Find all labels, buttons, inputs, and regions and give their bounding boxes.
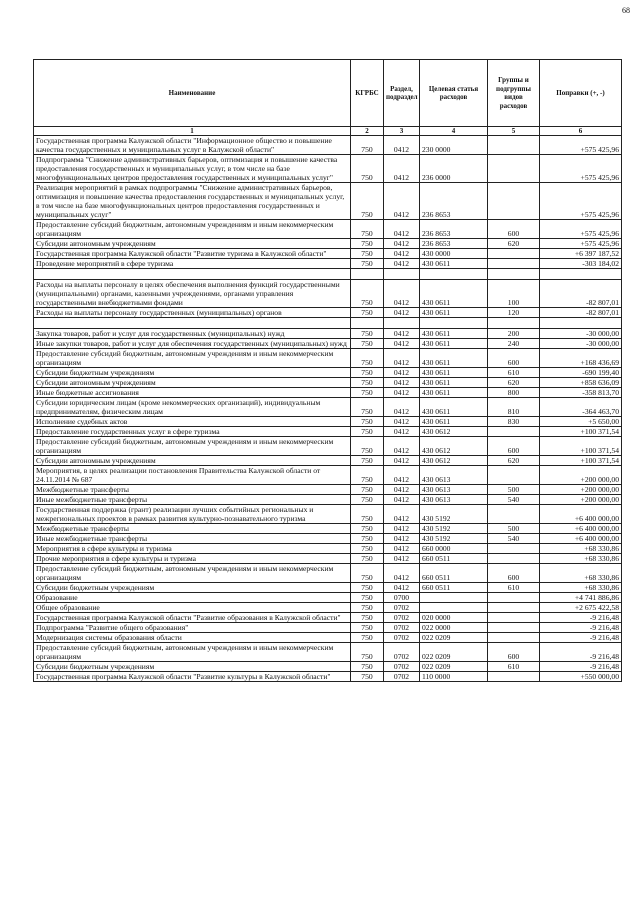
row-kgrbs: 750 xyxy=(351,388,384,398)
row-amendment: +6 400 000,00 xyxy=(540,505,622,524)
row-kgrbs: 750 xyxy=(351,368,384,378)
row-kgrbs: 750 xyxy=(351,603,384,613)
row-amendment: +575 425,96 xyxy=(540,136,622,155)
row-amendment: +68 330,86 xyxy=(540,554,622,564)
row-amendment: -82 807,01 xyxy=(540,308,622,318)
header-section: Раздел, подраздел xyxy=(384,60,420,127)
row-kgrbs: 750 xyxy=(351,378,384,388)
row-target-article: 660 0000 xyxy=(420,544,488,554)
row-kgrbs: 750 xyxy=(351,249,384,259)
row-kgrbs xyxy=(351,269,384,280)
row-name: Предоставление субсидий бюджетным, автономным учреждениям и иным некоммерческим организациям xyxy=(34,643,351,662)
table-row xyxy=(34,136,622,155)
table-row xyxy=(34,495,622,505)
row-section: 0412 xyxy=(384,564,420,583)
row-kgrbs: 750 xyxy=(351,544,384,554)
table-row xyxy=(34,505,622,524)
row-name: Государственная поддержка (грант) реализации лучших событийных региональных и межрегиональных проектов в рамках развития культурно-познавательного туризма xyxy=(34,505,351,524)
row-target-article xyxy=(420,593,488,603)
row-name: Расходы на выплаты персоналу в целях обеспечения выполнения функций государственными (муниципальными) органами, казенными учреждениями, органами управления государственными внебюджетными фондами xyxy=(34,280,351,308)
row-kgrbs: 750 xyxy=(351,329,384,339)
row-kgrbs: 750 xyxy=(351,495,384,505)
row-section: 0412 xyxy=(384,524,420,534)
row-section: 0412 xyxy=(384,485,420,495)
table-row xyxy=(34,437,622,456)
table-row xyxy=(34,544,622,554)
row-name: Субсидии автономным учреждениям xyxy=(34,456,351,466)
row-name: Модернизация системы образования области xyxy=(34,633,351,643)
row-target-article: 110 0000 xyxy=(420,672,488,682)
row-kgrbs: 750 xyxy=(351,564,384,583)
row-name: Исполнение судебных актов xyxy=(34,417,351,427)
row-expense-group: 100 xyxy=(488,280,540,308)
table-row xyxy=(34,672,622,682)
row-name: Государственная программа Калужской области "Развитие образования в Калужской области" xyxy=(34,613,351,623)
row-amendment: +100 371,54 xyxy=(540,427,622,437)
row-kgrbs: 750 xyxy=(351,613,384,623)
row-name: Субсидии автономным учреждениям xyxy=(34,239,351,249)
table-row xyxy=(34,427,622,437)
row-section: 0412 xyxy=(384,437,420,456)
row-target-article: 430 0612 xyxy=(420,456,488,466)
table-row xyxy=(34,183,622,220)
row-target-article: 430 0612 xyxy=(420,437,488,456)
row-section: 0412 xyxy=(384,378,420,388)
row-target-article: 660 0511 xyxy=(420,564,488,583)
table-row xyxy=(34,613,622,623)
row-section xyxy=(384,269,420,280)
table-row xyxy=(34,623,622,633)
row-expense-group: 540 xyxy=(488,495,540,505)
table-row xyxy=(34,259,622,269)
row-expense-group xyxy=(488,633,540,643)
row-amendment: +575 425,96 xyxy=(540,155,622,183)
row-name: Закупка товаров, работ и услуг для государственных (муниципальных) нужд xyxy=(34,329,351,339)
row-expense-group: 620 xyxy=(488,239,540,249)
row-name: Субсидии юридическим лицам (кроме некоммерческих организаций), индивидуальным предпринимателям, физическим лицам xyxy=(34,398,351,417)
row-kgrbs: 750 xyxy=(351,427,384,437)
row-expense-group: 600 xyxy=(488,349,540,368)
header-name: Наименование xyxy=(34,60,351,127)
row-amendment: +100 371,54 xyxy=(540,456,622,466)
table-row xyxy=(34,485,622,495)
table-row xyxy=(34,220,622,239)
table-row xyxy=(34,329,622,339)
col-number: 3 xyxy=(384,127,420,136)
row-kgrbs: 750 xyxy=(351,623,384,633)
row-expense-group xyxy=(488,427,540,437)
row-name: Проведение мероприятий в сфере туризма xyxy=(34,259,351,269)
row-target-article: 236 8653 xyxy=(420,239,488,249)
row-expense-group: 120 xyxy=(488,308,540,318)
row-expense-group xyxy=(488,259,540,269)
row-expense-group xyxy=(488,136,540,155)
row-section: 0702 xyxy=(384,662,420,672)
row-target-article: 660 0511 xyxy=(420,554,488,564)
row-name: Образование xyxy=(34,593,351,603)
row-target-article: 430 0613 xyxy=(420,485,488,495)
row-kgrbs: 750 xyxy=(351,349,384,368)
table-row xyxy=(34,466,622,485)
row-target-article: 022 0000 xyxy=(420,623,488,633)
table-row xyxy=(34,417,622,427)
row-section: 0412 xyxy=(384,534,420,544)
row-section: 0412 xyxy=(384,155,420,183)
row-name: Подпрограмма "Развитие общего образования" xyxy=(34,623,351,633)
row-expense-group: 810 xyxy=(488,398,540,417)
row-kgrbs: 750 xyxy=(351,593,384,603)
row-name: Субсидии бюджетным учреждениям xyxy=(34,368,351,378)
table-row xyxy=(34,456,622,466)
row-target-article: 430 0613 xyxy=(420,466,488,485)
row-amendment: +200 000,00 xyxy=(540,485,622,495)
row-section: 0702 xyxy=(384,623,420,633)
row-target-article: 236 8653 xyxy=(420,220,488,239)
table-row xyxy=(34,583,622,593)
row-name: Иные закупки товаров, работ и услуг для обеспечения государственных (муниципальных) нужд xyxy=(34,339,351,349)
row-expense-group xyxy=(488,554,540,564)
row-name: Предоставление государственных услуг в сфере туризма xyxy=(34,427,351,437)
row-section: 0412 xyxy=(384,308,420,318)
row-amendment: +200 000,00 xyxy=(540,495,622,505)
row-target-article: 430 0611 xyxy=(420,388,488,398)
row-target-article: 430 0612 xyxy=(420,427,488,437)
row-expense-group: 620 xyxy=(488,456,540,466)
row-amendment xyxy=(540,269,622,280)
row-target-article: 430 0611 xyxy=(420,378,488,388)
row-expense-group: 600 xyxy=(488,220,540,239)
row-section: 0412 xyxy=(384,239,420,249)
row-expense-group: 600 xyxy=(488,564,540,583)
row-kgrbs: 750 xyxy=(351,505,384,524)
row-expense-group xyxy=(488,603,540,613)
row-kgrbs: 750 xyxy=(351,583,384,593)
row-name: Государственная программа Калужской области "Информационное общество и повышение качества государственных и муниципальных услуг в Калужской области" xyxy=(34,136,351,155)
row-section: 0412 xyxy=(384,136,420,155)
row-name: Иные межбюджетные трансферты xyxy=(34,495,351,505)
row-expense-group: 600 xyxy=(488,643,540,662)
row-kgrbs: 750 xyxy=(351,633,384,643)
row-target-article: 022 0209 xyxy=(420,662,488,672)
row-expense-group: 500 xyxy=(488,524,540,534)
row-section: 0412 xyxy=(384,398,420,417)
table-body xyxy=(34,136,622,682)
row-section: 0412 xyxy=(384,427,420,437)
row-expense-group xyxy=(488,613,540,623)
row-name: Прочие мероприятия в сфере культуры и туризма xyxy=(34,554,351,564)
row-amendment: +168 436,69 xyxy=(540,349,622,368)
table-row xyxy=(34,662,622,672)
row-name: Субсидии автономным учреждениям xyxy=(34,378,351,388)
row-expense-group xyxy=(488,623,540,633)
row-expense-group xyxy=(488,593,540,603)
table-row xyxy=(34,339,622,349)
col-number: 4 xyxy=(420,127,488,136)
row-section: 0412 xyxy=(384,259,420,269)
row-name: Предоставление субсидий бюджетным, автономным учреждениям и иным некоммерческим организациям xyxy=(34,349,351,368)
row-section: 0412 xyxy=(384,544,420,554)
row-kgrbs: 750 xyxy=(351,672,384,682)
table-row xyxy=(34,280,622,308)
row-section: 0702 xyxy=(384,643,420,662)
row-target-article: 430 0611 xyxy=(420,329,488,339)
row-target-article xyxy=(420,269,488,280)
row-section: 0702 xyxy=(384,613,420,623)
row-expense-group: 200 xyxy=(488,329,540,339)
row-section: 0702 xyxy=(384,672,420,682)
row-target-article: 430 0611 xyxy=(420,308,488,318)
row-name: Расходы на выплаты персоналу государственных (муниципальных) органов xyxy=(34,308,351,318)
header-kgrbs: КГРБС xyxy=(351,60,384,127)
row-name xyxy=(34,269,351,280)
row-kgrbs: 750 xyxy=(351,466,384,485)
row-target-article: 430 0000 xyxy=(420,249,488,259)
row-kgrbs: 750 xyxy=(351,239,384,249)
row-target-article: 660 0511 xyxy=(420,583,488,593)
row-target-article: 430 0611 xyxy=(420,398,488,417)
row-amendment: -9 216,48 xyxy=(540,633,622,643)
table-row xyxy=(34,554,622,564)
row-kgrbs: 750 xyxy=(351,339,384,349)
row-kgrbs: 750 xyxy=(351,662,384,672)
row-section: 0702 xyxy=(384,603,420,613)
row-amendment: -358 813,70 xyxy=(540,388,622,398)
row-name: Предоставление субсидий бюджетным, автономным учреждениям и иным некоммерческим организациям xyxy=(34,564,351,583)
row-name: Мероприятия в сфере культуры и туризма xyxy=(34,544,351,554)
row-amendment: -9 216,48 xyxy=(540,623,622,633)
row-name: Государственная программа Калужской области "Развитие культуры в Калужской области" xyxy=(34,672,351,682)
row-expense-group xyxy=(488,249,540,259)
row-amendment: +4 741 886,86 xyxy=(540,593,622,603)
row-kgrbs xyxy=(351,318,384,329)
row-amendment: -82 807,01 xyxy=(540,280,622,308)
row-kgrbs: 750 xyxy=(351,534,384,544)
row-name: Иные бюджетные ассигнования xyxy=(34,388,351,398)
row-name: Межбюджетные трансферты xyxy=(34,485,351,495)
row-section: 0702 xyxy=(384,633,420,643)
row-section: 0412 xyxy=(384,349,420,368)
col-number: 2 xyxy=(351,127,384,136)
table-row xyxy=(34,524,622,534)
row-kgrbs: 750 xyxy=(351,437,384,456)
row-amendment: +6 400 000,00 xyxy=(540,524,622,534)
row-target-article: 236 8653 xyxy=(420,183,488,220)
budget-amendments-table xyxy=(33,59,622,682)
row-name: Субсидии бюджетным учреждениям xyxy=(34,662,351,672)
row-target-article: 430 0611 xyxy=(420,417,488,427)
row-expense-group xyxy=(488,505,540,524)
table-row xyxy=(34,239,622,249)
row-target-article: 430 0613 xyxy=(420,495,488,505)
row-section: 0412 xyxy=(384,388,420,398)
row-section: 0412 xyxy=(384,505,420,524)
page-number: 68 xyxy=(622,6,630,15)
row-target-article: 430 5192 xyxy=(420,534,488,544)
row-section: 0412 xyxy=(384,368,420,378)
row-name: Субсидии бюджетным учреждениям xyxy=(34,583,351,593)
row-expense-group: 800 xyxy=(488,388,540,398)
table-row xyxy=(34,398,622,417)
row-amendment xyxy=(540,318,622,329)
row-amendment: -9 216,48 xyxy=(540,662,622,672)
row-amendment: +100 371,54 xyxy=(540,437,622,456)
row-expense-group: 620 xyxy=(488,378,540,388)
row-target-article: 430 0611 xyxy=(420,259,488,269)
row-target-article: 430 0611 xyxy=(420,349,488,368)
col-number: 5 xyxy=(488,127,540,136)
row-name xyxy=(34,318,351,329)
table-row xyxy=(34,643,622,662)
row-kgrbs: 750 xyxy=(351,136,384,155)
row-amendment: -30 000,00 xyxy=(540,339,622,349)
row-kgrbs: 750 xyxy=(351,308,384,318)
row-target-article: 430 0611 xyxy=(420,368,488,378)
row-amendment: -30 000,00 xyxy=(540,329,622,339)
table-row xyxy=(34,349,622,368)
row-target-article: 022 0209 xyxy=(420,643,488,662)
table-row xyxy=(34,378,622,388)
row-section: 0412 xyxy=(384,417,420,427)
row-amendment: +68 330,86 xyxy=(540,583,622,593)
row-amendment: +550 000,00 xyxy=(540,672,622,682)
table-row xyxy=(34,318,622,329)
col-number: 6 xyxy=(540,127,622,136)
table-row xyxy=(34,269,622,280)
row-expense-group: 610 xyxy=(488,662,540,672)
row-section: 0412 xyxy=(384,456,420,466)
row-name: Предоставление субсидий бюджетным, автономным учреждениям и иным некоммерческим организациям xyxy=(34,437,351,456)
row-name: Иные межбюджетные трансферты xyxy=(34,534,351,544)
row-expense-group xyxy=(488,269,540,280)
row-section xyxy=(384,318,420,329)
header-amendments: Поправки (+, -) xyxy=(540,60,622,127)
row-amendment: -364 463,70 xyxy=(540,398,622,417)
row-kgrbs: 750 xyxy=(351,524,384,534)
row-section: 0700 xyxy=(384,593,420,603)
row-kgrbs: 750 xyxy=(351,485,384,495)
row-expense-group xyxy=(488,183,540,220)
row-section: 0412 xyxy=(384,554,420,564)
row-section: 0412 xyxy=(384,329,420,339)
table-row xyxy=(34,534,622,544)
row-amendment: +858 636,09 xyxy=(540,378,622,388)
table-row xyxy=(34,388,622,398)
row-kgrbs: 750 xyxy=(351,456,384,466)
row-kgrbs: 750 xyxy=(351,259,384,269)
table-row xyxy=(34,308,622,318)
row-name: Межбюджетные трансферты xyxy=(34,524,351,534)
row-section: 0412 xyxy=(384,583,420,593)
row-name: Реализация мероприятий в рамках подпрограммы "Снижение административных барьеров, оптимизация и повышение качества предоставления государственных и муниципальных услуг, в том числе на базе многофункциональных центров предоставления государственных и муниципальных услуг" xyxy=(34,183,351,220)
table-row xyxy=(34,564,622,583)
row-amendment: -690 199,40 xyxy=(540,368,622,378)
row-expense-group: 500 xyxy=(488,485,540,495)
row-amendment: +6 400 000,00 xyxy=(540,534,622,544)
row-target-article: 430 5192 xyxy=(420,524,488,534)
row-section: 0412 xyxy=(384,495,420,505)
row-kgrbs: 750 xyxy=(351,155,384,183)
row-expense-group: 610 xyxy=(488,368,540,378)
row-target-article: 230 0000 xyxy=(420,136,488,155)
row-expense-group xyxy=(488,466,540,485)
row-target-article: 020 0000 xyxy=(420,613,488,623)
table-row xyxy=(34,593,622,603)
row-expense-group xyxy=(488,672,540,682)
row-section: 0412 xyxy=(384,183,420,220)
row-expense-group: 540 xyxy=(488,534,540,544)
row-amendment: -9 216,48 xyxy=(540,613,622,623)
row-expense-group xyxy=(488,155,540,183)
row-amendment: +2 675 422,58 xyxy=(540,603,622,613)
row-kgrbs: 750 xyxy=(351,417,384,427)
row-amendment: +68 330,86 xyxy=(540,564,622,583)
row-section: 0412 xyxy=(384,339,420,349)
row-expense-group: 600 xyxy=(488,437,540,456)
header-target-article: Целевая статья расходов xyxy=(420,60,488,127)
table-row xyxy=(34,603,622,613)
row-kgrbs: 750 xyxy=(351,280,384,308)
row-amendment: +6 397 187,52 xyxy=(540,249,622,259)
row-name: Предоставление субсидий бюджетным, автономным учреждениям и иным некоммерческим организациям xyxy=(34,220,351,239)
row-kgrbs: 750 xyxy=(351,643,384,662)
row-amendment: +200 000,00 xyxy=(540,466,622,485)
row-target-article xyxy=(420,318,488,329)
row-target-article: 022 0209 xyxy=(420,633,488,643)
row-expense-group xyxy=(488,318,540,329)
row-kgrbs: 750 xyxy=(351,398,384,417)
row-expense-group: 830 xyxy=(488,417,540,427)
row-name: Подпрограмма "Снижение административных барьеров, оптимизация и повышение качества предоставления государственных и муниципальных услуг, в том числе на базе многофункциональных центров предоставления государственных и муниципальных услуг" xyxy=(34,155,351,183)
row-name: Государственная программа Калужской области "Развитие туризма в Калужской области" xyxy=(34,249,351,259)
row-amendment: -303 184,02 xyxy=(540,259,622,269)
row-expense-group xyxy=(488,544,540,554)
row-name: Общее образование xyxy=(34,603,351,613)
row-name: Мероприятия, в целях реализации постановления Правительства Калужской области от 24.11.2014 № 687 xyxy=(34,466,351,485)
row-amendment: -9 216,48 xyxy=(540,643,622,662)
row-amendment: +575 425,96 xyxy=(540,220,622,239)
table-header-row xyxy=(34,60,622,127)
row-amendment: +5 650,00 xyxy=(540,417,622,427)
table-row xyxy=(34,249,622,259)
row-amendment: +68 330,86 xyxy=(540,544,622,554)
row-expense-group: 240 xyxy=(488,339,540,349)
row-target-article: 430 5192 xyxy=(420,505,488,524)
row-section: 0412 xyxy=(384,220,420,239)
row-target-article: 430 0611 xyxy=(420,339,488,349)
row-kgrbs: 750 xyxy=(351,220,384,239)
row-amendment: +575 425,96 xyxy=(540,239,622,249)
table-row xyxy=(34,368,622,378)
row-section: 0412 xyxy=(384,280,420,308)
row-kgrbs: 750 xyxy=(351,183,384,220)
table-row xyxy=(34,633,622,643)
row-target-article: 236 0000 xyxy=(420,155,488,183)
row-expense-group: 610 xyxy=(488,583,540,593)
table-row xyxy=(34,155,622,183)
row-section: 0412 xyxy=(384,466,420,485)
row-target-article xyxy=(420,603,488,613)
row-amendment: +575 425,96 xyxy=(540,183,622,220)
row-kgrbs: 750 xyxy=(351,554,384,564)
column-number-row xyxy=(34,127,622,136)
col-number: 1 xyxy=(34,127,351,136)
row-target-article: 430 0611 xyxy=(420,280,488,308)
header-expense-group: Группы и подгруппы видов расходов xyxy=(488,60,540,127)
row-section: 0412 xyxy=(384,249,420,259)
